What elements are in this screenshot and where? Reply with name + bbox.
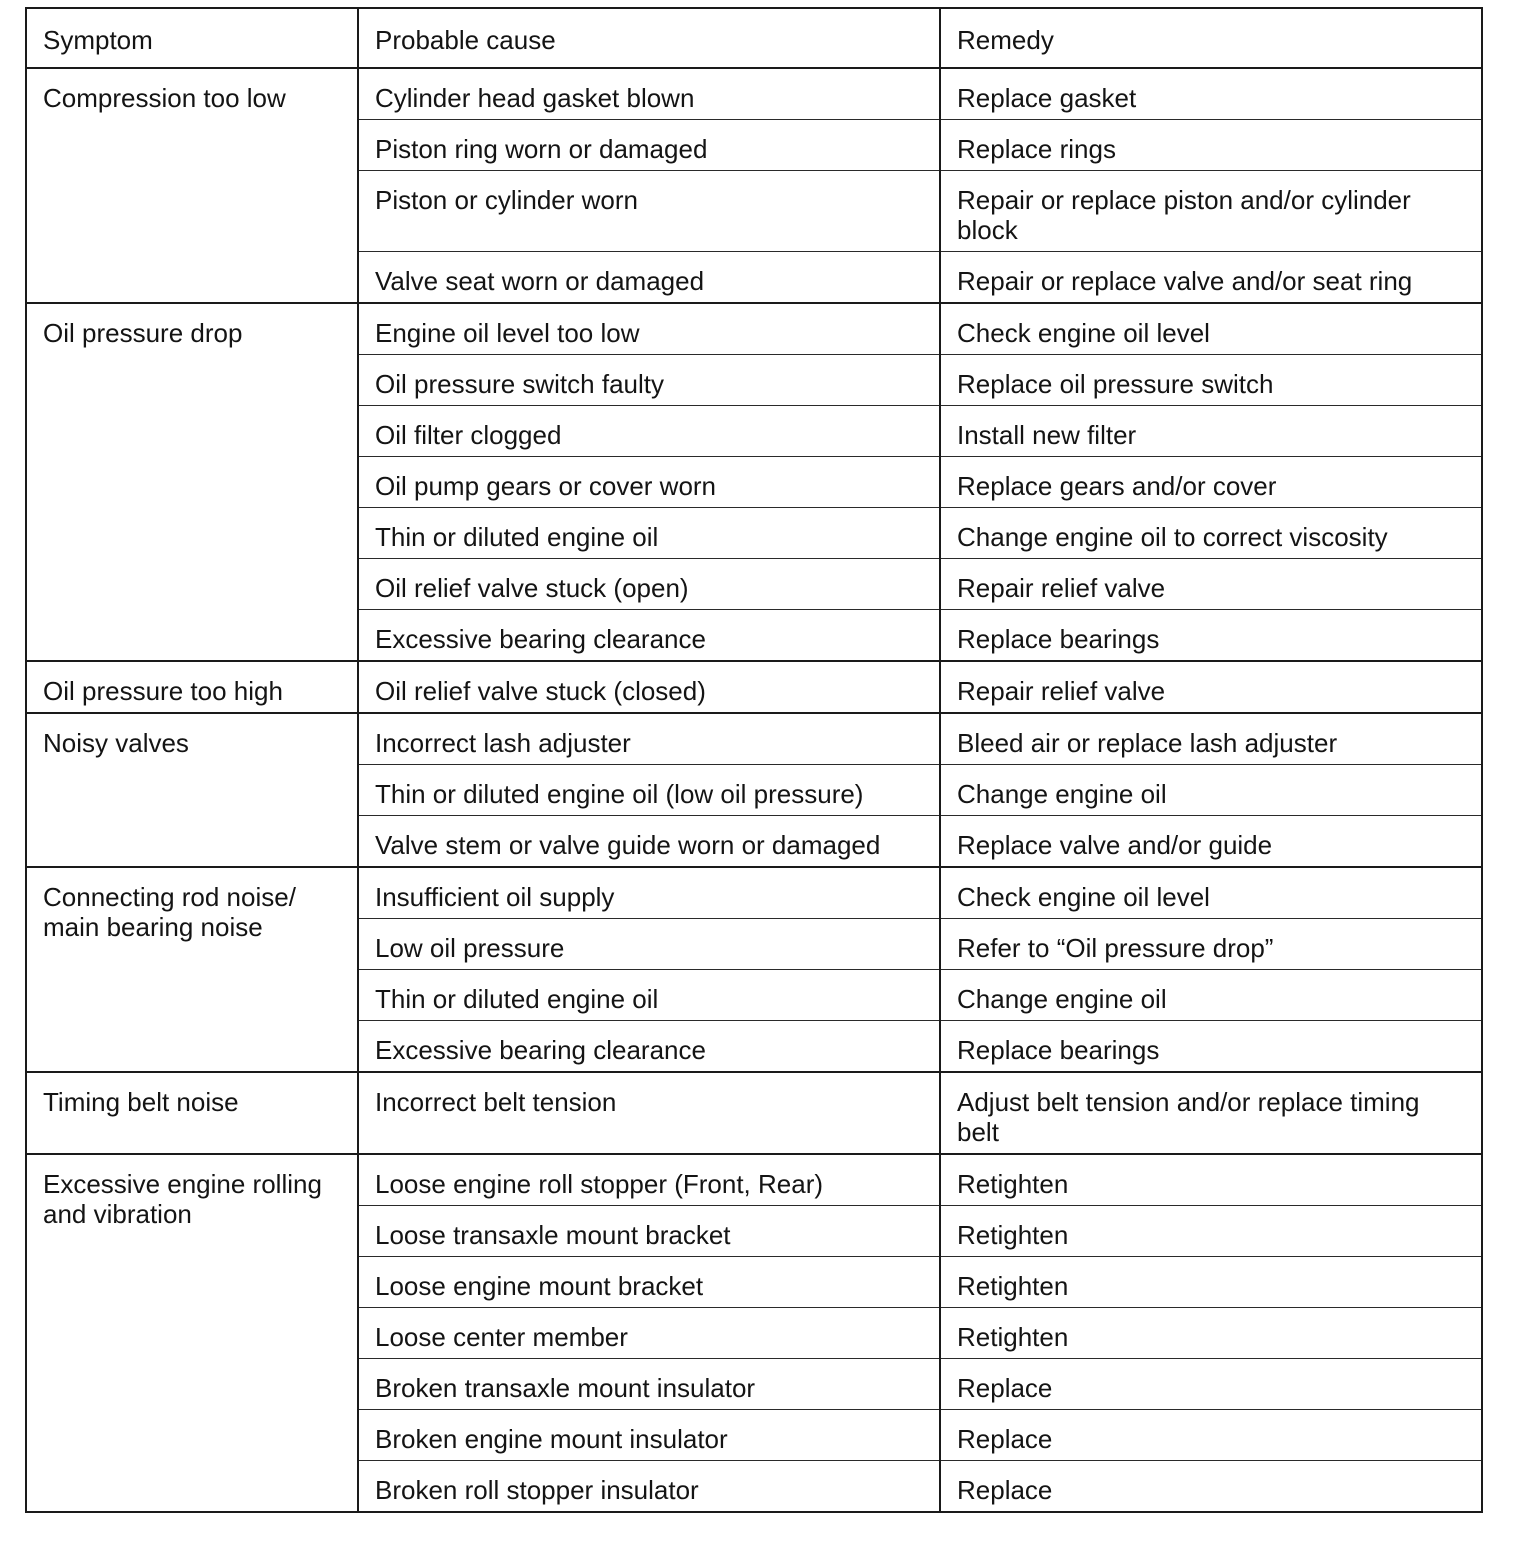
probable-cause-cell: Insufficient oil supply <box>358 867 940 919</box>
remedy-cell: Retighten <box>940 1257 1482 1308</box>
table-row <box>26 867 1482 919</box>
symptom-cell: Compression too low <box>26 68 358 303</box>
probable-cause-cell: Valve stem or valve guide worn or damaged <box>358 816 940 868</box>
table-row <box>26 1154 1482 1206</box>
remedy-cell: Adjust belt tension and/or replace timing belt <box>940 1072 1482 1154</box>
probable-cause-cell: Loose engine roll stopper (Front, Rear) <box>358 1154 940 1206</box>
remedy-cell: Install new filter <box>940 406 1482 457</box>
remedy-cell: Bleed air or replace lash adjuster <box>940 713 1482 765</box>
remedy-cell: Change engine oil to correct viscosity <box>940 508 1482 559</box>
probable-cause-cell: Incorrect lash adjuster <box>358 713 940 765</box>
remedy-cell: Replace <box>940 1410 1482 1461</box>
probable-cause-cell: Loose transaxle mount bracket <box>358 1206 940 1257</box>
probable-cause-cell: Oil pump gears or cover worn <box>358 457 940 508</box>
symptom-cell: Oil pressure drop <box>26 303 358 661</box>
probable-cause-cell: Oil pressure switch faulty <box>358 355 940 406</box>
table-row <box>26 661 1482 713</box>
probable-cause-cell: Thin or diluted engine oil (low oil pressure) <box>358 765 940 816</box>
probable-cause-cell: Loose center member <box>358 1308 940 1359</box>
probable-cause-cell: Piston or cylinder worn <box>358 171 940 252</box>
probable-cause-cell: Oil relief valve stuck (open) <box>358 559 940 610</box>
table-row <box>26 1072 1482 1154</box>
table-row <box>26 68 1482 120</box>
remedy-cell: Replace gears and/or cover <box>940 457 1482 508</box>
symptom-cell: Oil pressure too high <box>26 661 358 713</box>
remedy-cell: Repair relief valve <box>940 661 1482 713</box>
remedy-cell: Change engine oil <box>940 765 1482 816</box>
remedy-cell: Replace bearings <box>940 1021 1482 1073</box>
remedy-cell: Replace <box>940 1461 1482 1513</box>
remedy-cell: Replace bearings <box>940 610 1482 662</box>
probable-cause-cell: Broken transaxle mount insulator <box>358 1359 940 1410</box>
probable-cause-cell: Incorrect belt tension <box>358 1072 940 1154</box>
remedy-cell: Repair or replace valve and/or seat ring <box>940 252 1482 304</box>
remedy-cell: Retighten <box>940 1308 1482 1359</box>
probable-cause-cell: Thin or diluted engine oil <box>358 970 940 1021</box>
remedy-cell: Refer to “Oil pressure drop” <box>940 919 1482 970</box>
header-row <box>26 8 1482 68</box>
remedy-cell: Replace oil pressure switch <box>940 355 1482 406</box>
header-remedy: Remedy <box>940 8 1482 68</box>
probable-cause-cell: Low oil pressure <box>358 919 940 970</box>
table-header <box>26 8 1482 68</box>
remedy-cell: Replace valve and/or guide <box>940 816 1482 868</box>
probable-cause-cell: Broken engine mount insulator <box>358 1410 940 1461</box>
probable-cause-cell: Broken roll stopper insulator <box>358 1461 940 1513</box>
remedy-cell: Replace <box>940 1359 1482 1410</box>
header-symptom: Symptom <box>26 8 358 68</box>
symptom-cell: Excessive engine rolling and vibration <box>26 1154 358 1512</box>
remedy-cell: Repair or replace piston and/or cylinder block <box>940 171 1482 252</box>
symptom-cell: Noisy valves <box>26 713 358 867</box>
probable-cause-cell: Excessive bearing clearance <box>358 1021 940 1073</box>
symptom-cell: Connecting rod noise/ main bearing noise <box>26 867 358 1072</box>
remedy-cell: Replace gasket <box>940 68 1482 120</box>
table-body <box>26 68 1482 1512</box>
remedy-cell: Check engine oil level <box>940 867 1482 919</box>
remedy-cell: Retighten <box>940 1206 1482 1257</box>
table-row <box>26 303 1482 355</box>
remedy-cell: Retighten <box>940 1154 1482 1206</box>
probable-cause-cell: Oil relief valve stuck (closed) <box>358 661 940 713</box>
troubleshooting-table <box>25 7 1483 1513</box>
remedy-cell: Change engine oil <box>940 970 1482 1021</box>
symptom-cell: Timing belt noise <box>26 1072 358 1154</box>
table-row <box>26 713 1482 765</box>
probable-cause-cell: Engine oil level too low <box>358 303 940 355</box>
header-probable-cause: Probable cause <box>358 8 940 68</box>
remedy-cell: Replace rings <box>940 120 1482 171</box>
probable-cause-cell: Oil filter clogged <box>358 406 940 457</box>
remedy-cell: Repair relief valve <box>940 559 1482 610</box>
remedy-cell: Check engine oil level <box>940 303 1482 355</box>
probable-cause-cell: Loose engine mount bracket <box>358 1257 940 1308</box>
probable-cause-cell: Piston ring worn or damaged <box>358 120 940 171</box>
probable-cause-cell: Cylinder head gasket blown <box>358 68 940 120</box>
probable-cause-cell: Thin or diluted engine oil <box>358 508 940 559</box>
probable-cause-cell: Excessive bearing clearance <box>358 610 940 662</box>
probable-cause-cell: Valve seat worn or damaged <box>358 252 940 304</box>
